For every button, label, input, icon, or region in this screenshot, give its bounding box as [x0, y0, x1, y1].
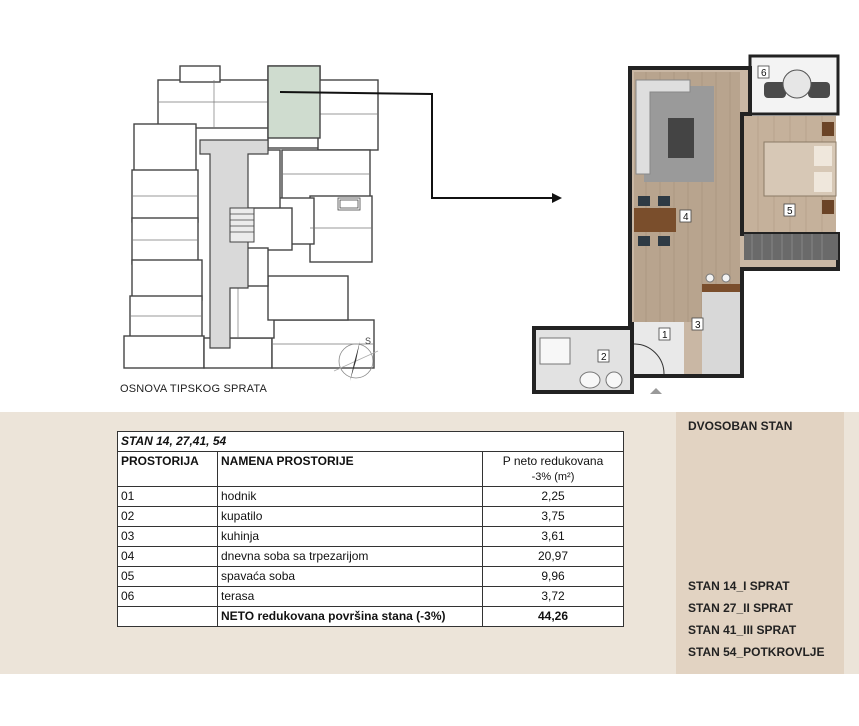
table-row: [118, 567, 624, 587]
room-area: 3,61: [483, 527, 624, 547]
total-label: NETO redukovana površina stana (-3%): [218, 607, 483, 627]
floor-item: STAN 14_I SPRAT: [688, 579, 790, 593]
room-number-4: 4: [683, 212, 689, 223]
floor-item: STAN 41_III SPRAT: [688, 623, 797, 637]
plan-caption: OSNOVA TIPSKOG SPRATA: [120, 383, 268, 395]
room-number-2: 2: [601, 352, 607, 363]
room-code: 02: [118, 507, 218, 527]
compass-letter: S: [365, 336, 372, 346]
room-name: dnevna soba sa trpezarijom: [218, 547, 483, 567]
room-name: spavaća soba: [218, 567, 483, 587]
page-footer: [0, 674, 859, 726]
apartment-numbers: STAN 14, 27,41, 54: [118, 432, 624, 452]
room-code: 06: [118, 587, 218, 607]
table-total-row: [118, 607, 624, 627]
room-name: terasa: [218, 587, 483, 607]
table-row: [118, 507, 624, 527]
room-area: 20,97: [483, 547, 624, 567]
room-number-6: 6: [761, 68, 767, 79]
floor-item: STAN 27_II SPRAT: [688, 601, 793, 615]
room-number-3: 3: [695, 320, 701, 331]
header-room-code: PROSTORIJA: [118, 452, 218, 487]
total-area: 44,26: [483, 607, 624, 627]
room-number-1: 1: [662, 330, 668, 341]
pointer-arrow: [280, 90, 565, 210]
header-area-line2: -3% (m²): [531, 471, 575, 483]
room-code: 04: [118, 547, 218, 567]
room-name: hodnik: [218, 487, 483, 507]
room-area: 3,75: [483, 507, 624, 527]
header-area-line1: P neto redukovana: [502, 454, 604, 468]
room-code: 01: [118, 487, 218, 507]
table-caption-row: [118, 432, 624, 452]
header-area: [483, 452, 624, 487]
floor-list: [688, 575, 824, 663]
north-arrow-icon: [330, 333, 382, 385]
apartment-floor-plan: [530, 54, 850, 399]
room-area: 3,72: [483, 587, 624, 607]
room-area: 9,96: [483, 567, 624, 587]
room-number-5: 5: [787, 206, 793, 217]
room-name: kuhinja: [218, 527, 483, 547]
table-row: [118, 487, 624, 507]
table-row: [118, 587, 624, 607]
total-empty-cell: [118, 607, 218, 627]
apartment-type-title: DVOSOBAN STAN: [688, 419, 793, 433]
room-name: kupatilo: [218, 507, 483, 527]
table-row: [118, 527, 624, 547]
header-room-name: NAMENA PROSTORIJE: [218, 452, 483, 487]
room-code: 03: [118, 527, 218, 547]
table-header-row: [118, 452, 624, 487]
room-code: 05: [118, 567, 218, 587]
room-area-table: [117, 431, 624, 627]
table-row: [118, 547, 624, 567]
room-area: 2,25: [483, 487, 624, 507]
floor-item: STAN 54_POTKROVLJE: [688, 645, 825, 659]
